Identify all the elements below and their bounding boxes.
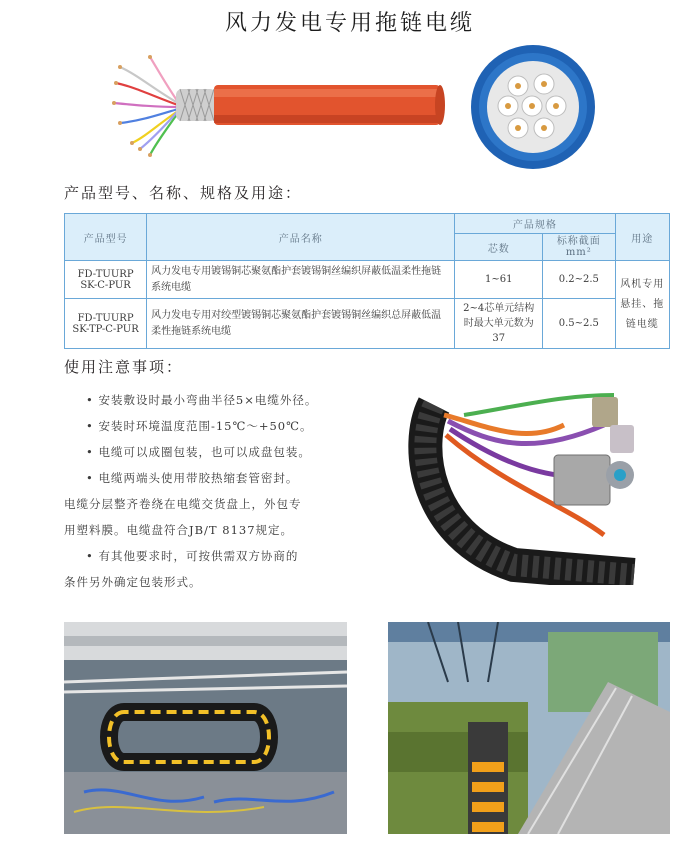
section-cell: 0.5~2.5 (543, 299, 615, 349)
model-cell (65, 299, 147, 349)
spec-section-heading: 产品型号、名称、规格及用途： (64, 184, 303, 202)
name-cell: 风力发电专用对绞型镀锡铜芯聚氨酯护套镀锡铜丝编织总屏蔽低温柔性拖链系统电缆 (147, 299, 455, 349)
header-section-line1: 标称截面 (556, 236, 601, 247)
cable-cross-section-image (470, 44, 596, 170)
spec-table (64, 213, 670, 349)
cores-cell (455, 299, 543, 349)
notes-section-heading: 使用注意事项： (64, 358, 184, 376)
list-item: 用塑料膜。电缆盘符合JB/T 8137规定。 (64, 523, 294, 537)
machine-installation-photo (64, 622, 347, 834)
list-item: • 电缆可以成圈包装，也可以成盘包装。 (86, 445, 311, 459)
model-line: FD-TUURP (77, 312, 134, 324)
model-line: SK-TP-C-PUR (72, 323, 139, 335)
cores-line: 2~4芯单元结构 (463, 303, 535, 314)
model-cell (65, 261, 147, 299)
list-item: • 有其他要求时，可按供需双方协商的 (86, 549, 299, 563)
name-cell: 风力发电专用镀锡铜芯聚氨酯护套镀锡铜丝编织屏蔽低温柔性拖链系统电缆 (147, 261, 455, 299)
model-line: SK-C-PUR (80, 279, 131, 291)
page-title: 风力发电专用拖链电缆 (224, 11, 475, 36)
cable-product-image (110, 45, 450, 165)
list-item: • 电缆两端头使用带胶热缩套管密封。 (86, 471, 299, 485)
use-cell: 风机专用悬挂、拖链电缆 (615, 261, 669, 349)
cores-line: 时最大单元数为37 (463, 318, 534, 344)
section-cell: 0.2~2.5 (543, 261, 615, 299)
drag-chain-photo (404, 385, 664, 585)
header-section-line2: mm² (565, 247, 592, 258)
list-item: 电缆分层整齐卷绕在电缆交货盘上，外包专 (64, 497, 302, 511)
notes-list (64, 387, 364, 595)
wind-turbine-tower-photo (388, 622, 670, 834)
table-row (65, 261, 670, 299)
header-spec: 产品规格 (455, 214, 615, 234)
header-use: 用途 (615, 214, 669, 261)
list-item: 条件另外确定包装形式。 (64, 575, 202, 589)
list-item: • 安装时环境温度范围-15℃～+50℃。 (86, 419, 313, 433)
cores-cell: 1~61 (455, 261, 543, 299)
header-section (543, 234, 615, 261)
header-model: 产品型号 (65, 214, 147, 261)
header-name: 产品名称 (147, 214, 455, 261)
list-item: • 安装敷设时最小弯曲半径5×电缆外径。 (86, 393, 318, 407)
table-row (65, 299, 670, 349)
model-line: FD-TUURP (77, 268, 134, 280)
header-cores: 芯数 (455, 234, 543, 261)
